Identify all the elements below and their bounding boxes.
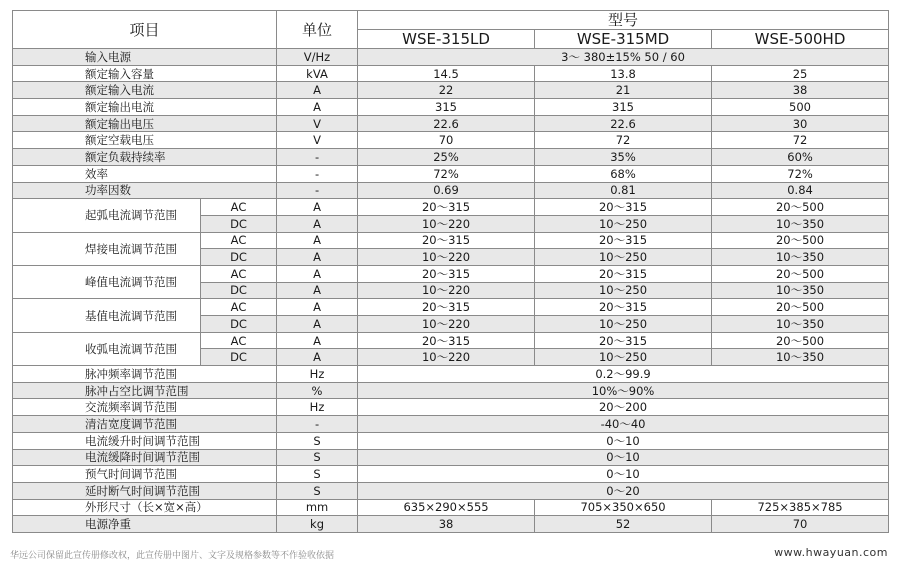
- row-label: 脉冲频率调节范围: [13, 366, 277, 383]
- row-unit: S: [277, 466, 358, 483]
- row-sublabel: AC: [201, 265, 277, 282]
- row-value: 705×350×650: [535, 499, 712, 516]
- row-value: 30: [712, 115, 889, 132]
- row-unit: V: [277, 115, 358, 132]
- row-unit: S: [277, 482, 358, 499]
- table-row: [13, 82, 889, 99]
- table-row: [13, 449, 889, 466]
- row-value: 20～315: [535, 232, 712, 249]
- row-unit: A: [277, 299, 358, 316]
- row-label: 额定负载持续率: [13, 149, 277, 166]
- row-value: 725×385×785: [712, 499, 889, 516]
- table-body: [13, 49, 889, 533]
- row-value: 10～350: [712, 249, 889, 266]
- row-value: 72%: [712, 165, 889, 182]
- row-value: 10～350: [712, 349, 889, 366]
- row-sublabel: DC: [201, 316, 277, 333]
- row-unit: A: [277, 232, 358, 249]
- row-label: 额定输出电流: [13, 99, 277, 116]
- row-value: 25: [712, 65, 889, 82]
- row-sublabel: DC: [201, 282, 277, 299]
- header-model: 型号: [358, 11, 889, 30]
- row-value: 20～500: [712, 232, 889, 249]
- row-sublabel: AC: [201, 199, 277, 216]
- row-value: 20～315: [358, 199, 535, 216]
- row-value: 10～250: [535, 316, 712, 333]
- row-label: 额定输入容量: [13, 65, 277, 82]
- table-header: [13, 11, 889, 49]
- row-unit: mm: [277, 499, 358, 516]
- spec-table: [12, 10, 889, 533]
- row-unit: kg: [277, 516, 358, 533]
- group-label: 基值电流调节范围: [13, 299, 201, 332]
- row-value: 10～250: [535, 349, 712, 366]
- row-unit: A: [277, 82, 358, 99]
- row-value: 21: [535, 82, 712, 99]
- row-unit: A: [277, 199, 358, 216]
- row-value-all-models: 0～10: [358, 432, 889, 449]
- row-unit: kVA: [277, 65, 358, 82]
- row-value: 20～315: [535, 199, 712, 216]
- table-row: [13, 65, 889, 82]
- row-unit: V: [277, 132, 358, 149]
- row-unit: Hz: [277, 399, 358, 416]
- row-value: 500: [712, 99, 889, 116]
- row-value: 13.8: [535, 65, 712, 82]
- row-value: 10～220: [358, 215, 535, 232]
- table-row: [13, 382, 889, 399]
- row-value: 60%: [712, 149, 889, 166]
- group-label: 峰值电流调节范围: [13, 265, 201, 298]
- table-row: [13, 149, 889, 166]
- table-row: [13, 366, 889, 383]
- table-row: [13, 115, 889, 132]
- row-label: 额定输出电压: [13, 115, 277, 132]
- row-value: 52: [535, 516, 712, 533]
- row-unit: A: [277, 265, 358, 282]
- row-unit: %: [277, 382, 358, 399]
- group-label: 焊接电流调节范围: [13, 232, 201, 265]
- model-name: WSE-500HD: [712, 30, 889, 49]
- row-label: 额定输入电流: [13, 82, 277, 99]
- row-label: 交流频率调节范围: [13, 399, 277, 416]
- row-sublabel: DC: [201, 349, 277, 366]
- row-value: 10～220: [358, 282, 535, 299]
- model-name: WSE-315LD: [358, 30, 535, 49]
- row-value: 20～315: [358, 332, 535, 349]
- table-row: [13, 466, 889, 483]
- row-unit: Hz: [277, 366, 358, 383]
- row-value: 315: [358, 99, 535, 116]
- row-value: 20～500: [712, 332, 889, 349]
- row-value: 35%: [535, 149, 712, 166]
- table-row: [13, 132, 889, 149]
- header-unit: 单位: [277, 11, 358, 49]
- row-unit: A: [277, 99, 358, 116]
- row-unit: -: [277, 182, 358, 199]
- table-row: [13, 416, 889, 433]
- row-unit: -: [277, 165, 358, 182]
- row-value: 22.6: [358, 115, 535, 132]
- row-value-all-models: -40～40: [358, 416, 889, 433]
- table-row: [13, 499, 889, 516]
- row-value: 20～500: [712, 265, 889, 282]
- row-value: 10～220: [358, 349, 535, 366]
- row-value: 20～500: [712, 299, 889, 316]
- row-unit: A: [277, 282, 358, 299]
- table-row: [13, 516, 889, 533]
- row-value: 20～315: [358, 265, 535, 282]
- row-label: 功率因数: [13, 182, 277, 199]
- row-value: 20～500: [712, 199, 889, 216]
- row-sublabel: DC: [201, 215, 277, 232]
- row-sublabel: AC: [201, 232, 277, 249]
- row-unit: A: [277, 215, 358, 232]
- row-sublabel: AC: [201, 299, 277, 316]
- row-label: 清洁宽度调节范围: [13, 416, 277, 433]
- table-row: [13, 99, 889, 116]
- row-value-all-models: 3～ 380±15% 50 / 60: [358, 49, 889, 66]
- row-sublabel: DC: [201, 249, 277, 266]
- row-value: 10～250: [535, 249, 712, 266]
- row-value: 72: [712, 132, 889, 149]
- table-row: [13, 399, 889, 416]
- row-label: 外形尺寸（长×宽×高）: [13, 499, 277, 516]
- row-value: 20～315: [358, 232, 535, 249]
- row-value: 0.81: [535, 182, 712, 199]
- row-value: 22: [358, 82, 535, 99]
- row-value: 10～350: [712, 282, 889, 299]
- table-row: [13, 265, 889, 282]
- row-label: 效率: [13, 165, 277, 182]
- row-value: 68%: [535, 165, 712, 182]
- row-value: 22.6: [535, 115, 712, 132]
- row-unit: S: [277, 432, 358, 449]
- row-value: 20～315: [358, 299, 535, 316]
- row-value-all-models: 0～10: [358, 466, 889, 483]
- table-row: [13, 182, 889, 199]
- row-label: 延时断气时间调节范围: [13, 482, 277, 499]
- group-label: 收弧电流调节范围: [13, 332, 201, 365]
- table-row: [13, 199, 889, 216]
- row-value-all-models: 0～20: [358, 482, 889, 499]
- row-label: 电源净重: [13, 516, 277, 533]
- table-row: [13, 482, 889, 499]
- row-value: 20～315: [535, 299, 712, 316]
- table-row: [13, 432, 889, 449]
- footer-website-link[interactable]: www.hwayuan.com: [774, 546, 888, 559]
- row-value: 10～220: [358, 249, 535, 266]
- row-value: 0.84: [712, 182, 889, 199]
- row-label: 预气时间调节范围: [13, 466, 277, 483]
- row-value: 70: [712, 516, 889, 533]
- row-value: 38: [358, 516, 535, 533]
- row-value: 0.69: [358, 182, 535, 199]
- row-value: 10～250: [535, 215, 712, 232]
- row-value: 10～350: [712, 316, 889, 333]
- row-unit: -: [277, 416, 358, 433]
- row-sublabel: AC: [201, 332, 277, 349]
- table-row: [13, 299, 889, 316]
- footer-disclaimer: 华远公司保留此宣传册修改权，此宣传册中图片、文字及规格参数等不作验收依据: [10, 551, 335, 561]
- row-value-all-models: 0～10: [358, 449, 889, 466]
- row-unit: A: [277, 349, 358, 366]
- row-value: 10～220: [358, 316, 535, 333]
- row-value: 70: [358, 132, 535, 149]
- table-row: [13, 49, 889, 66]
- row-unit: A: [277, 316, 358, 333]
- row-value: 72%: [358, 165, 535, 182]
- row-value: 20～315: [535, 332, 712, 349]
- row-value: 10～350: [712, 215, 889, 232]
- row-value: 14.5: [358, 65, 535, 82]
- row-label: 脉冲占空比调节范围: [13, 382, 277, 399]
- row-value-all-models: 20～200: [358, 399, 889, 416]
- row-value: 20～315: [535, 265, 712, 282]
- row-value-all-models: 10%～90%: [358, 382, 889, 399]
- row-label: 输入电源: [13, 49, 277, 66]
- row-unit: S: [277, 449, 358, 466]
- header-item: 项目: [13, 11, 277, 49]
- row-unit: -: [277, 149, 358, 166]
- row-value: 315: [535, 99, 712, 116]
- row-label: 电流缓降时间调节范围: [13, 449, 277, 466]
- row-value: 25%: [358, 149, 535, 166]
- row-label: 额定空载电压: [13, 132, 277, 149]
- row-value: 38: [712, 82, 889, 99]
- row-unit: A: [277, 332, 358, 349]
- row-label: 电流缓升时间调节范围: [13, 432, 277, 449]
- group-label: 起弧电流调节范围: [13, 199, 201, 232]
- row-value: 10～250: [535, 282, 712, 299]
- row-value: 635×290×555: [358, 499, 535, 516]
- table-row: [13, 165, 889, 182]
- table-row: [13, 232, 889, 249]
- table-row: [13, 332, 889, 349]
- row-unit: V/Hz: [277, 49, 358, 66]
- model-name: WSE-315MD: [535, 30, 712, 49]
- row-value-all-models: 0.2～99.9: [358, 366, 889, 383]
- row-unit: A: [277, 249, 358, 266]
- row-value: 72: [535, 132, 712, 149]
